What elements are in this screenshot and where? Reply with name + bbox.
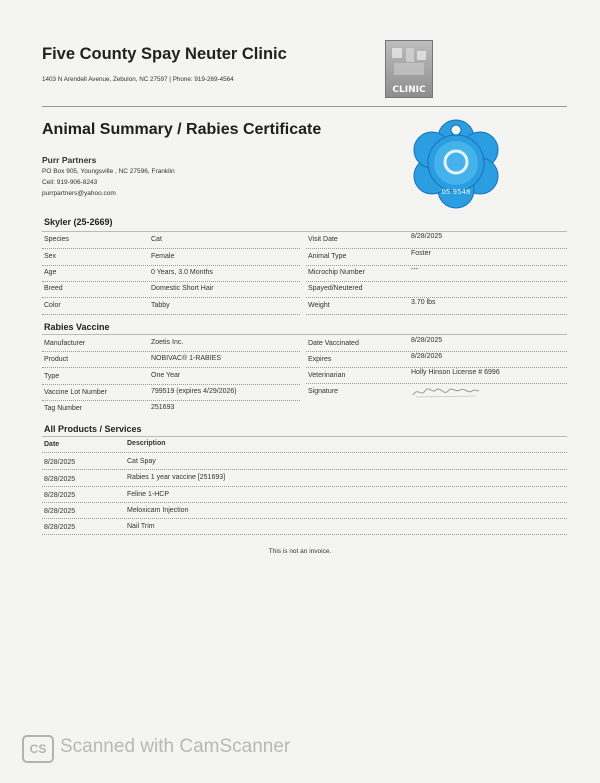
clinic-address: 1403 N Arendell Avenue, Zebulon, NC 27597 | Phone: 919-269-4564 — [42, 76, 234, 83]
product-row-date: 8/28/2025 — [44, 524, 76, 531]
row-divider — [42, 486, 567, 487]
row-divider — [42, 314, 300, 315]
animal-sex-value: Female — [151, 253, 175, 260]
vaccine-type-value: One Year — [151, 372, 181, 379]
product-row-date: 8/28/2025 — [44, 492, 76, 499]
rabies-tag-image — [408, 118, 504, 210]
expires-value: 8/28/2026 — [411, 353, 443, 360]
camscanner-text: Scanned with CamScanner — [60, 736, 291, 757]
product-row-date: 8/28/2025 — [44, 459, 76, 466]
clinic-logo-icon — [386, 43, 432, 83]
visit-date-value: 8/28/2025 — [411, 233, 443, 240]
manufacturer-label: Manufacturer — [44, 340, 86, 347]
animal-breed-value: Domestic Short Hair — [151, 285, 214, 292]
row-divider — [42, 248, 300, 249]
clinic-logo — [385, 40, 433, 98]
animal-heading: Skyler (25-2669) — [44, 217, 113, 227]
microchip-value: --- — [411, 266, 418, 273]
tag-stamp-text: 05 9548 — [441, 188, 471, 196]
product-row-description: Nail Trim — [127, 523, 155, 530]
signature-label: Signature — [308, 388, 338, 395]
col-description-header: Description — [127, 440, 166, 447]
animal-species-value: Cat — [151, 236, 162, 243]
row-divider — [42, 502, 567, 503]
animal-age-label: Age — [44, 269, 57, 276]
invoice-note: This is not an invoice. — [268, 548, 332, 555]
rabies-heading: Rabies Vaccine — [44, 322, 110, 332]
veterinarian-value: Holly Hinson License # 6996 — [411, 369, 500, 376]
row-divider — [306, 314, 567, 315]
row-divider — [42, 367, 300, 368]
row-divider — [42, 384, 300, 385]
row-divider — [42, 469, 567, 470]
product-row-description: Meloxicam Injection — [127, 507, 189, 514]
rabies-heading-rule — [42, 334, 567, 335]
product-label: Product — [44, 356, 69, 363]
product-row-date: 8/28/2025 — [44, 508, 76, 515]
organization-email: purrpartners@yahoo.com — [42, 190, 116, 197]
animal-breed-label: Breed — [44, 285, 63, 292]
date-vaccinated-value: 8/28/2025 — [411, 337, 443, 344]
spayed-neutered-label: Spayed/Neutered — [308, 285, 363, 292]
clinic-name: Five County Spay Neuter Clinic — [42, 45, 287, 63]
row-divider — [306, 248, 567, 249]
row-divider — [42, 534, 567, 535]
row-divider — [306, 265, 567, 266]
animal-color-value: Tabby — [151, 302, 170, 309]
tag-number-value: 251693 — [151, 404, 175, 411]
animal-species-label: Species — [44, 236, 69, 243]
animal-color-label: Color — [44, 302, 61, 309]
row-divider — [42, 265, 300, 266]
row-divider — [306, 297, 567, 298]
row-divider — [306, 367, 567, 368]
product-row-description: Rabies 1 year vaccine [251693] — [127, 474, 226, 481]
signature-image — [412, 385, 480, 399]
animal-sex-label: Sex — [44, 253, 57, 260]
document-title: Animal Summary / Rabies Certificate — [42, 121, 322, 138]
row-divider — [42, 452, 567, 453]
animal-type-label: Animal Type — [308, 253, 347, 260]
tag-number-label: Tag Number — [44, 405, 83, 412]
col-date-header: Date — [44, 441, 60, 448]
header-divider — [42, 106, 567, 107]
organization-cell: Cell: 919-906-8243 — [42, 179, 98, 186]
organization-address: PO Box 905, Youngsville , NC 27596, Franklin — [42, 168, 175, 175]
animal-type-value: Foster — [411, 250, 431, 257]
row-divider — [42, 297, 300, 298]
vaccine-type-label: Type — [44, 373, 60, 380]
lot-number-value: 799519 (expires 4/29/2026) — [151, 388, 237, 395]
lot-number-label: Vaccine Lot Number — [44, 389, 107, 396]
expires-label: Expires — [308, 356, 332, 363]
animal-age-value: 0 Years, 3.0 Months — [151, 269, 213, 276]
rabies-tag-icon — [408, 118, 504, 210]
product-value: NOBIVAC® 1-RABIES — [151, 355, 221, 362]
row-divider — [306, 281, 567, 282]
animal-heading-rule — [42, 231, 567, 232]
weight-value: 3.70 lbs — [411, 299, 436, 306]
camscanner-icon: CS — [22, 735, 54, 763]
manufacturer-value: Zoetis Inc. — [151, 339, 184, 346]
row-divider — [306, 351, 567, 352]
products-heading: All Products / Services — [44, 424, 142, 434]
date-vaccinated-label: Date Vaccinated — [308, 340, 359, 347]
row-divider — [42, 281, 300, 282]
row-divider — [42, 400, 300, 401]
product-row-description: Cat Spay — [127, 458, 156, 465]
clinic-logo-text: CLINIC — [392, 85, 426, 95]
row-divider — [306, 383, 567, 384]
visit-date-label: Visit Date — [308, 236, 338, 243]
products-heading-rule — [42, 436, 567, 437]
product-row-date: 8/28/2025 — [44, 476, 76, 483]
weight-label: Weight — [308, 302, 330, 309]
row-divider — [42, 518, 567, 519]
row-divider — [42, 351, 300, 352]
microchip-label: Microchip Number — [308, 269, 365, 276]
product-row-description: Feline 1-HCP — [127, 491, 170, 498]
organization-name: Purr Partners — [42, 155, 97, 165]
veterinarian-label: Veterinarian — [308, 372, 346, 379]
